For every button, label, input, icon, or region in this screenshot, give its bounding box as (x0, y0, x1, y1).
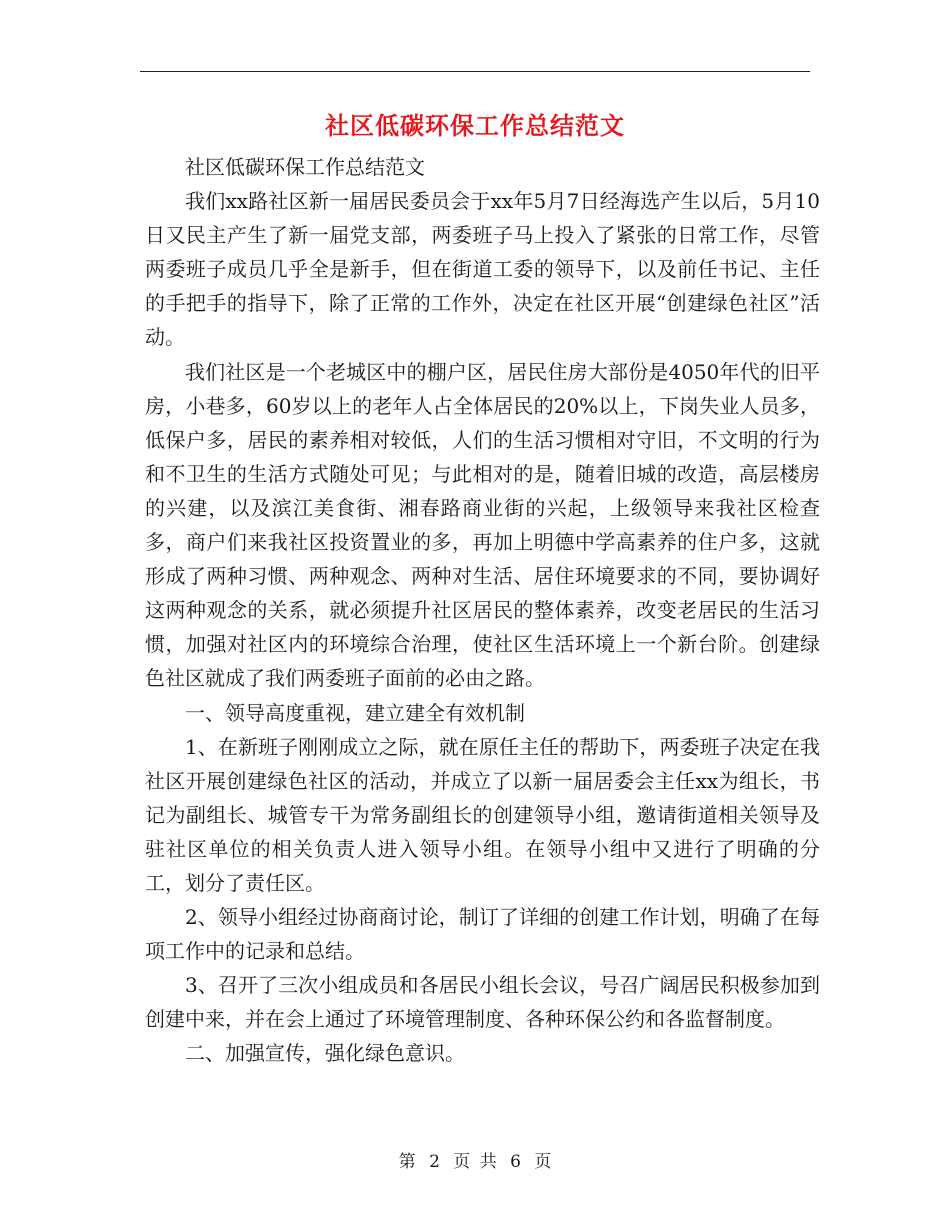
paragraph-background: 我们社区是一个老城区中的棚户区，居民住房大部份是4050年代的旧平房，小巷多，60岁以上的老年人占全体居民的20%以上，下岗失业人员多，低保户多，居民的素养相对较低，人们的生活习惯相对守旧，不文明的行为和不卫生的生活方式随处可见；与此相对的是，随着旧城的改造，高层楼房的兴建，以及滨江美食街、湘春路商业街的兴起，上级领导来我社区检查多，商户们来我社区投资置业的多，再加上明德中学高素养的住户多，这就形成了两种习惯、两种观念、两种对生活、居住环境要求的不同，要协调好这两种观念的关系，就必须提升社区居民的整体素养，改变老居民的生活习惯，加强对社区内的环境综合治理，使社区生活环境上一个新台阶。创建绿色社区就成了我们两委班子面前的必由之路。 (145, 359, 820, 691)
footer-total-pages: 6 (510, 1152, 521, 1172)
paragraph-item-3: 3、召开了三次小组成员和各居民小组长会议，号召广阔居民积极参加到创建中来，并在会上通过了环境管理制度、各种环保公约和各监督制度。 (145, 973, 820, 1032)
footer-middle: 页 共 (453, 1152, 497, 1172)
paragraph-subtitle: 社区低碳环保工作总结范文 (185, 155, 425, 179)
section-heading-2: 二、加强宣传，强化绿色意识。 (185, 1041, 465, 1066)
paragraph-item-2: 2、领导小组经过协商商讨论，制订了详细的创建工作计划，明确了在每项工作中的记录和总结。 (145, 905, 820, 964)
page-footer (0, 1150, 950, 1174)
document-body (145, 150, 820, 1071)
paragraph-item-1: 1、在新班子刚刚成立之际，就在原任主任的帮助下，两委班子决定在我社区开展创建绿色社区的活动，并成立了以新一届居委会主任xx为组长，书记为副组长、城管专干为常务副组长的创建领导小组，邀请街道相关领导及驻社区单位的相关负责人进入领导小组。在领导小组中又进行了明确的分工，划分了责任区。 (145, 734, 820, 895)
footer-prefix: 第 (398, 1152, 416, 1172)
document-title: 社区低碳环保工作总结范文 (325, 111, 625, 140)
footer-current-page: 2 (429, 1152, 440, 1172)
footer-suffix: 页 (534, 1152, 552, 1172)
header-rule (140, 71, 810, 72)
paragraph-intro: 我们xx路社区新一届居民委员会于xx年5月7日经海选产生以后，5月10日又民主产生了新一届党支部，两委班子马上投入了紧张的日常工作，尽管两委班子成员几乎全是新手，但在街道工委的领导下，以及前任书记、主任的手把手的指导下，除了正常的工作外，决定在社区开展“创建绿色社区”活动。 (145, 189, 820, 350)
section-heading-1: 一、领导高度重视，建立建全有效机制 (185, 700, 525, 725)
